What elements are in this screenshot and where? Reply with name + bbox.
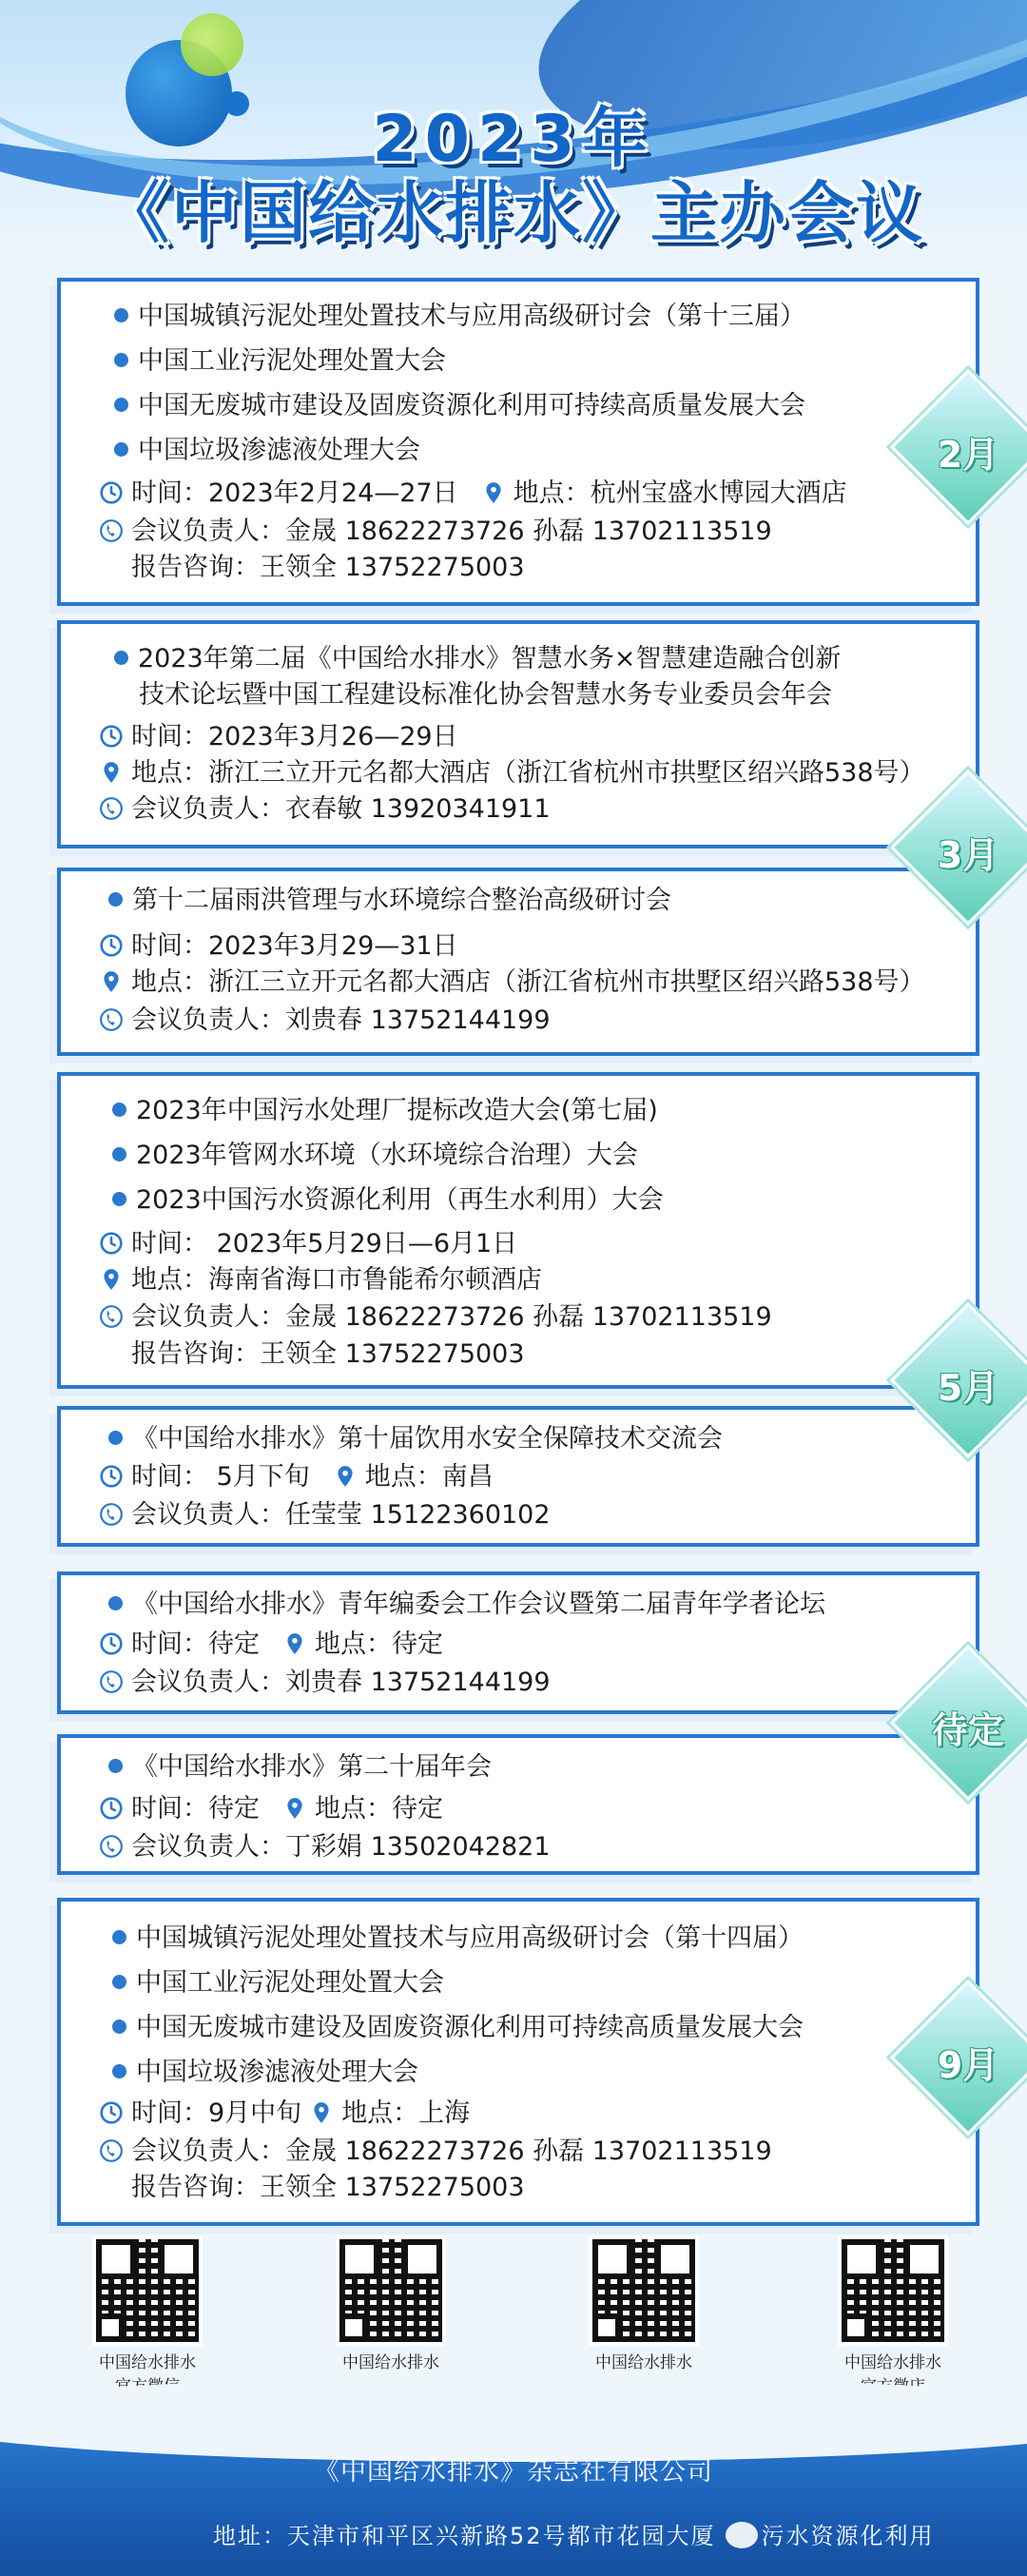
conference-item: 第十二届雨洪管理与水环境综合整治高级研讨会	[108, 885, 671, 917]
qr-caption: 中国给水排水	[595, 2353, 692, 2372]
phone-icon	[99, 2138, 124, 2163]
conference-location: 地点：浙江三立开元名都大酒店（浙江省杭州市拱墅区绍兴路538号）	[99, 757, 925, 790]
map-pin-icon	[99, 969, 124, 994]
conference-time-location: 时间：待定 地点：待定	[99, 1793, 443, 1825]
conference-item: 中国垃圾渗滤液处理大会	[112, 2057, 418, 2089]
bullet-dot-icon	[112, 1192, 126, 1206]
bullet-dot-icon	[112, 1147, 126, 1161]
main-title: 《中国给水排水》主办会议	[103, 174, 924, 252]
bullet-dot-icon	[112, 1103, 126, 1117]
phone-icon	[99, 796, 124, 821]
clock-icon	[99, 2100, 124, 2125]
conference-item: 2023年第二届《中国给水排水》智慧水务×智慧建造融合创新	[114, 643, 841, 675]
qr-code-official-shop[interactable]	[812, 2235, 974, 2399]
qr-caption: 中国给水排水	[342, 2353, 439, 2372]
bullet-dot-icon	[112, 2020, 126, 2034]
month-badge-may: 5月	[890, 1302, 1027, 1458]
map-pin-icon	[333, 1464, 358, 1489]
map-pin-icon	[99, 1267, 124, 1292]
conference-card-sep	[57, 1898, 979, 2226]
conference-time-location: 时间：待定 地点：待定	[99, 1629, 443, 1661]
conference-item: 中国工业污泥处理处置大会	[114, 345, 446, 378]
phone-icon	[99, 1304, 124, 1329]
bullet-dot-icon	[114, 398, 128, 412]
bullet-dot-icon	[114, 442, 128, 457]
qr-code-image	[92, 2235, 203, 2346]
conference-item: 中国工业污泥处理处置大会	[112, 1967, 444, 2000]
conference-item: 《中国给水排水》第十届饮用水安全保障技术交流会	[108, 1423, 723, 1455]
qr-caption: 中国给水排水	[99, 2353, 196, 2372]
conference-contact: 会议负责人：任莹莹 15122360102	[99, 1499, 551, 1532]
qr-code-video-channel[interactable]	[563, 2235, 725, 2399]
bullet-dot-icon	[114, 308, 128, 322]
footer-wave-decoration	[0, 2376, 1027, 2462]
month-badge-sep: 9月	[890, 1980, 1027, 2136]
conference-item: 中国城镇污泥处理处置技术与应用高级研讨会（第十四届）	[112, 1922, 804, 1955]
clock-icon	[99, 933, 124, 958]
decorative-circle-green	[181, 13, 243, 76]
clock-icon	[99, 1231, 124, 1256]
bullet-dot-icon	[108, 1431, 123, 1445]
conference-contact: 会议负责人：金晟 18622273726 孙磊 13702113519	[99, 2136, 772, 2168]
clock-icon	[99, 1464, 124, 1489]
clock-icon	[99, 724, 124, 749]
bullet-dot-icon	[108, 1596, 123, 1610]
qr-code-image	[838, 2235, 948, 2346]
conference-consult: 报告咨询：王领全 13752275003	[131, 1339, 525, 1369]
conference-card-tbd-1	[57, 1571, 979, 1714]
conference-time-location: 时间：9月中旬 地点：上海	[99, 2098, 470, 2130]
conference-consult: 报告咨询：王领全 13752275003	[131, 553, 525, 582]
conference-item: 中国无废城市建设及固废资源化利用可持续高质量发展大会	[114, 390, 805, 422]
conference-time: 时间：2023年3月29—31日	[99, 930, 458, 963]
conference-item: 2023年中国污水处理厂提标改造大会(第七届)	[112, 1095, 658, 1127]
conference-contact: 会议负责人：衣春敏 13920341911	[99, 793, 551, 826]
bullet-dot-icon	[114, 353, 128, 367]
clock-icon	[99, 1631, 124, 1656]
footer-address: 地址：天津市和平区兴新路52号都市花园大厦 污水资源化利用	[213, 2523, 935, 2549]
conference-contact: 会议负责人：丁彩娟 13502042821	[99, 1831, 551, 1864]
month-badge-mar: 3月	[890, 770, 1027, 926]
conference-location: 地点：浙江三立开元名都大酒店（浙江省杭州市拱墅区绍兴路538号）	[99, 966, 925, 999]
clock-icon	[99, 1796, 124, 1821]
conference-card-tbd-2	[57, 1734, 979, 1875]
map-pin-icon	[481, 480, 506, 505]
conference-card-may-2	[57, 1406, 979, 1547]
qr-caption: 中国给水排水	[844, 2353, 941, 2372]
conference-item: 2023年管网水环境（水环境综合治理）大会	[112, 1140, 638, 1172]
watermark-text: 污水资源化利用	[761, 2523, 935, 2549]
phone-icon	[99, 518, 124, 543]
conference-time-location: 时间：2023年2月24—27日 地点：杭州宝盛水博园大酒店	[99, 478, 847, 510]
qr-code-official-wechat[interactable]	[67, 2235, 228, 2399]
conference-time: 时间：2023年3月26—29日	[99, 721, 458, 753]
phone-icon	[99, 1502, 124, 1527]
conference-card-feb	[57, 278, 979, 606]
wechat-icon	[726, 2522, 758, 2548]
conference-item: 中国无废城市建设及固废资源化利用可持续高质量发展大会	[112, 2012, 804, 2044]
bullet-dot-icon	[108, 1759, 123, 1773]
phone-icon	[99, 1007, 124, 1032]
bullet-dot-icon	[112, 1975, 126, 1989]
clock-icon	[99, 480, 124, 505]
conference-item: 2023中国污水资源化利用（再生水利用）大会	[112, 1184, 664, 1217]
conference-item: 《中国给水排水》第二十届年会	[108, 1751, 492, 1784]
conference-card-mar-2	[57, 868, 979, 1056]
conference-card-mar-1	[57, 620, 979, 849]
conference-item-continued: 技术论坛暨中国工程建设标准化协会智慧水务专业委员会年会	[139, 680, 832, 710]
map-pin-icon	[282, 1631, 307, 1656]
month-badge-tbd: 待定	[890, 1645, 1027, 1801]
conference-time-location: 时间： 5月下旬 地点：南昌	[99, 1461, 494, 1493]
bullet-dot-icon	[108, 892, 123, 907]
conference-item: 中国城镇污泥处理处置技术与应用高级研讨会（第十三届）	[114, 301, 805, 333]
bullet-dot-icon	[114, 651, 128, 665]
bullet-dot-icon	[112, 1930, 126, 1944]
conference-location: 地点：海南省海口市鲁能希尔顿酒店	[99, 1264, 542, 1297]
conference-contact: 会议负责人：刘贵春 13752144199	[99, 1667, 551, 1699]
phone-icon	[99, 1669, 124, 1694]
map-pin-icon	[282, 1796, 307, 1821]
qr-code-image	[589, 2235, 699, 2346]
conference-contact: 会议负责人：刘贵春 13752144199	[99, 1005, 551, 1037]
conference-consult: 报告咨询：王领全 13752275003	[131, 2173, 525, 2202]
qr-code-live-platform[interactable]	[310, 2235, 472, 2399]
footer-company: 《中国给水排水》杂志社有限公司	[314, 2457, 713, 2487]
month-badge-feb: 2月	[890, 369, 1027, 525]
conference-card-may	[57, 1072, 979, 1389]
conference-contact: 会议负责人：金晟 18622273726 孙磊 13702113519	[99, 516, 772, 548]
year-title: 2023年	[372, 102, 655, 177]
conference-contact: 会议负责人：金晟 18622273726 孙磊 13702113519	[99, 1301, 772, 1334]
map-pin-icon	[99, 760, 124, 785]
qr-code-image	[336, 2235, 446, 2346]
bullet-dot-icon	[112, 2064, 126, 2078]
conference-time: 时间： 2023年5月29日—6月1日	[99, 1228, 517, 1260]
map-pin-icon	[309, 2100, 334, 2125]
conference-item: 中国垃圾渗滤液处理大会	[114, 435, 420, 467]
conference-item: 《中国给水排水》青年编委会工作会议暨第二届青年学者论坛	[108, 1589, 825, 1621]
phone-icon	[99, 1834, 124, 1859]
